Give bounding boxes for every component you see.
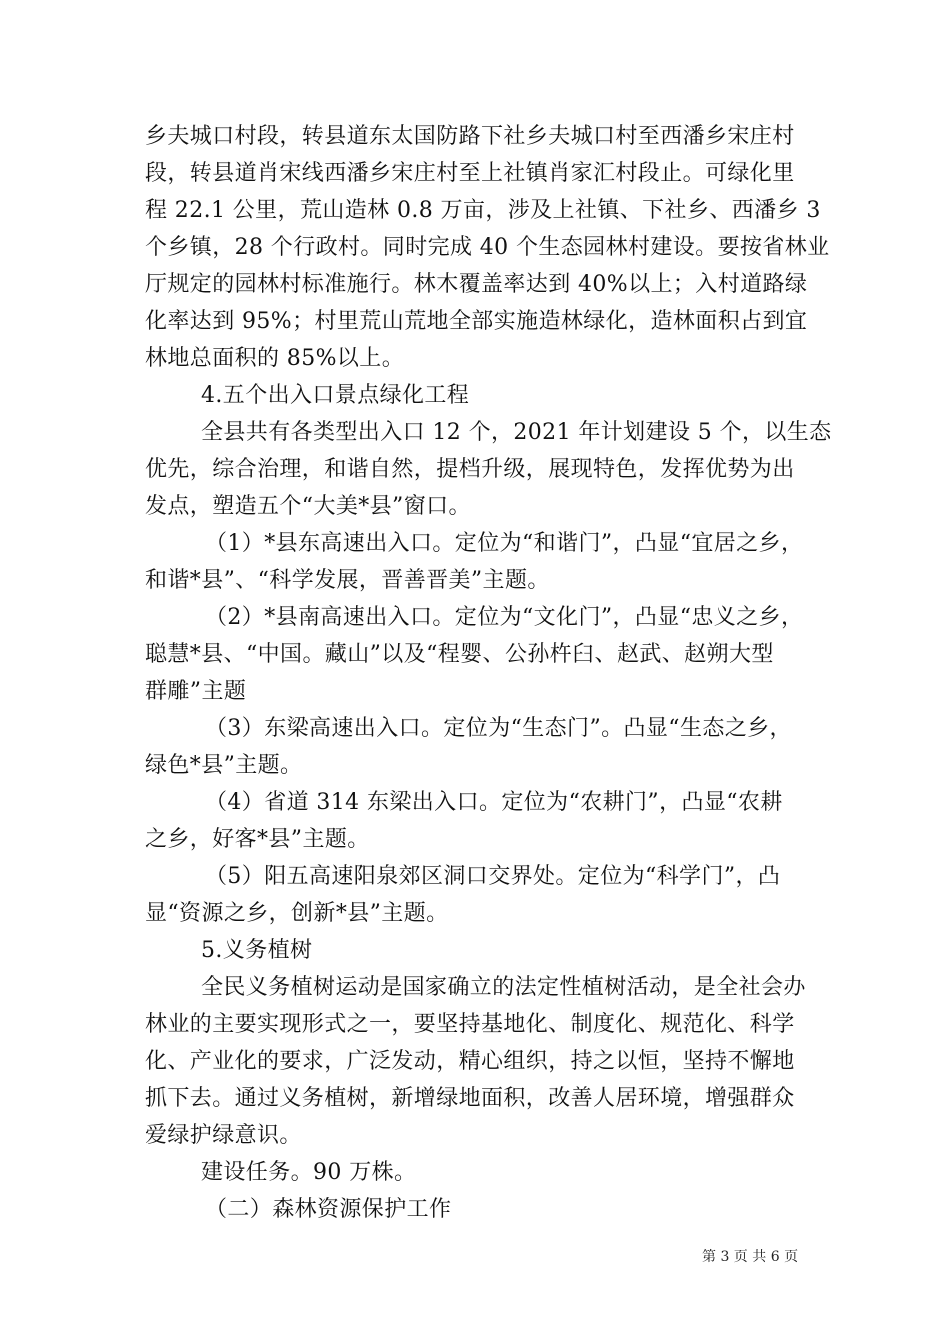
paragraph-start: 全县共有各类型出入口 12 个，2021 年计划建设 5 个，以生态: [201, 420, 832, 445]
text-line: 段，转县道肖宋线西潘乡宋庄村至上社镇肖家汇村段止。可绿化里: [145, 161, 795, 186]
paragraph-start: 建设任务。90 万株。: [201, 1160, 417, 1185]
text-line: 群雕”主题: [145, 679, 247, 704]
list-item: （3）东梁高速出入口。定位为“生态门”。凸显“生态之乡，: [205, 716, 792, 741]
text-line: 发点，塑造五个“大美*县”窗口。: [145, 494, 471, 519]
text-line: 程 22.1 公里，荒山造林 0.8 万亩，涉及上社镇、下社乡、西潘乡 3: [145, 198, 821, 223]
section-heading: （二）森林资源保护工作: [205, 1197, 452, 1222]
list-item: （1）*县东高速出入口。定位为“和谐门”，凸显“宜居之乡，: [205, 531, 804, 556]
text-line: 厅规定的园林村标准施行。林木覆盖率达到 40%以上；入村道路绿: [145, 272, 808, 297]
text-line: 优先，综合治理，和谐自然，提档升级，展现特色，发挥优势为出: [145, 457, 795, 482]
text-line: 和谐*县”、“科学发展，晋善晋美”主题。: [145, 568, 550, 593]
text-line: 化、产业化的要求，广泛发动，精心组织，持之以恒，坚持不懈地: [145, 1049, 795, 1074]
body-text: [145, 118, 832, 1228]
text-line: 之乡，好客*县”主题。: [145, 827, 370, 852]
text-line: 绿色*县”主题。: [145, 753, 303, 778]
text-line: 显“资源之乡，创新*县”主题。: [145, 901, 449, 926]
text-line: 乡夫城口村段，转县道东太国防路下社乡夫城口村至西潘乡宋庄村: [145, 124, 795, 149]
text-line: 爱绿护绿意识。: [145, 1123, 302, 1148]
text-line: 林地总面积的 85%以上。: [145, 346, 405, 371]
list-item: （2）*县南高速出入口。定位为“文化门”，凸显“忠义之乡，: [205, 605, 804, 630]
paragraph-start: 全民义务植树运动是国家确立的法定性植树活动，是全社会办: [201, 975, 806, 1000]
list-item: （5）阳五高速阳泉郊区洞口交界处。定位为“科学门”，凸: [205, 864, 781, 889]
text-line: 林业的主要实现形式之一，要坚持基地化、制度化、规范化、科学: [145, 1012, 795, 1037]
text-line: 化率达到 95%；村里荒山荒地全部实施造林绿化，造林面积占到宜: [145, 309, 808, 334]
text-line: 抓下去。通过义务植树，新增绿地面积，改善人居环境，增强群众: [145, 1086, 795, 1111]
list-item: （4）省道 314 东梁出入口。定位为“农耕门”，凸显“农耕: [205, 790, 783, 815]
section-heading: 4.五个出入口景点绿化工程: [201, 383, 470, 408]
text-line: 个乡镇，28 个行政村。同时完成 40 个生态园林村建设。要按省林业: [145, 235, 830, 260]
page-number: 第 3 页 共 6 页: [702, 1249, 799, 1265]
text-line: 聪慧*县、“中国。藏山”以及“程婴、公孙杵臼、赵武、赵朔大型: [145, 642, 774, 667]
section-heading: 5.义务植树: [201, 938, 313, 963]
